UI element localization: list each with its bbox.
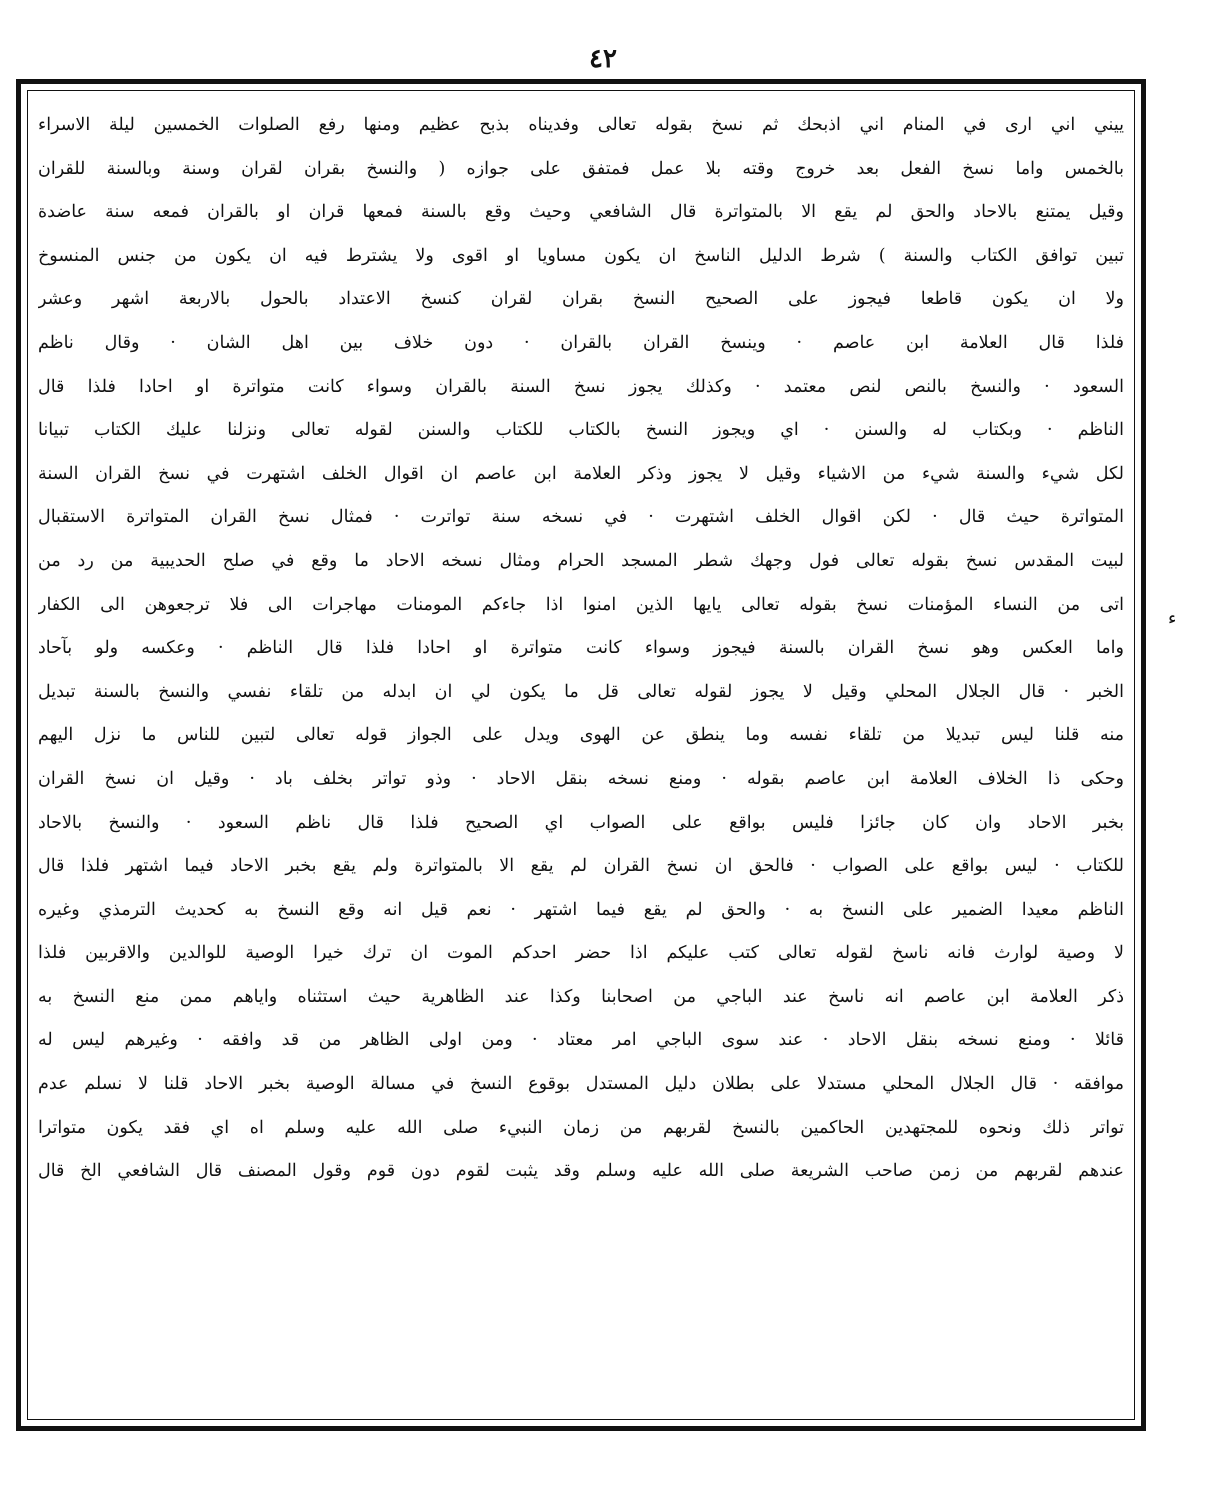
text-line: منه قلنا ليس تبديلا من تلقاء نفسه وما ينطق عن الهوى ويدل على الجواز قوله تعالى لتبين للناس ما نزل اليهم bbox=[38, 725, 1124, 746]
text-line: بالخمس واما نسخ الفعل بعد خروج وقته بلا عمل فمتفق على جوازه ( والنسخ بقران لقران وسنة وبالسنة للقران bbox=[38, 158, 1124, 179]
text-line: لبيت المقدس نسخ بقوله تعالى فول وجهك شطر المسجد الحرام ومثال نسخه الاحاد ما وقع في صلح الحديبية من رد من bbox=[38, 550, 1124, 571]
text-line: موافقه · قال الجلال المحلي مستدلا على بطلان دليل المستدل بوقوع النسخ في مسالة الوصية بخبر الاحاد قلنا لا نسلم عدم bbox=[38, 1074, 1124, 1095]
text-line: الناظم · وبكتاب له والسنن · اي ويجوز النسخ بالكتاب للكتاب والسنن لقوله تعالى ونزلنا عليك الكتاب تبيانا bbox=[38, 420, 1124, 441]
page-number: ٤٢ bbox=[589, 44, 617, 74]
text-line: ذكر العلامة ابن عاصم انه ناسخ عند الباجي من اصحابنا وكذا عند الظاهرية حيث استثناه واياهم ممن منع النسخ به bbox=[38, 986, 1124, 1007]
text-line: تواتر ذلك ونحوه للمجتهدين الحاكمين بالنسخ لقربهم من زمان النبيء صلى الله عليه وسلم اه اي فقد يكون متواترا bbox=[38, 1117, 1124, 1138]
margin-mark: ء bbox=[1168, 608, 1177, 629]
text-line: وقيل يمتنع بالاحاد والحق لم يقع الا بالمتواترة قال الشافعي وحيث وقع بالسنة فمعها قران او بالقران فمعه سنة عاضدة bbox=[38, 202, 1124, 223]
text-line: قائلا · ومنع نسخه بنقل الاحاد · عند سوى الباجي امر معتاد · ومن اولى الظاهر من قد وافقه · وغيرهم ليس له bbox=[38, 1030, 1124, 1051]
text-line: الناظم معيدا الضمير على النسخ به · والحق لم يقع فيما اشتهر · نعم قيل انه وقع النسخ به كحديث الترمذي وغيره bbox=[38, 899, 1124, 920]
text-line: الخبر · قال الجلال المحلي وقيل لا يجوز لقوله تعالى قل ما يكون لي ان ابدله من تلقاء نفسي والنسخ بالسنة تبديل bbox=[38, 681, 1124, 702]
text-line: لا وصية لوارث فانه ناسخ لقوله تعالى كتب عليكم اذا حضر احدكم الموت ان ترك خيرا الوصية للوالدين والاقربين فلذا bbox=[38, 943, 1124, 964]
text-line: بخبر الاحاد وان كان جائزا فليس بواقع على الصواب اي الصحيح فلذا قال ناظم السعود · والنسخ بالاحاد bbox=[38, 812, 1124, 833]
text-line: المتواترة حيث قال · لكن اقوال الخلف اشتهرت · في نسخه سنة تواترت · فمثال نسخ القران المتواترة الاستقبال bbox=[38, 507, 1124, 528]
text-line: السعود · والنسخ بالنص لنص معتمد · وكذلك يجوز نسخ السنة بالقران وسواء كانت متواترة او احادا فلذا قال bbox=[38, 376, 1124, 397]
text-line: لكل شيء والسنة شيء من الاشياء وقيل لا يجوز وذكر العلامة ابن عاصم ان اقوال الخلف اشتهرت في نسخ القران السنة bbox=[38, 463, 1124, 484]
text-line: تبين توافق الكتاب والسنة ) شرط الدليل الناسخ ان يكون مساويا او اقوى ولا يشترط فيه ان يكون من جنس المنسوخ bbox=[38, 245, 1124, 266]
text-line: اتى من النساء المؤمنات نسخ بقوله تعالى يايها الذين امنوا اذا جاءكم المومنات مهاجرات الى فلا ترجعوهن الى الكفار bbox=[38, 594, 1124, 615]
text-line: ييني اني ارى في المنام اني اذبحك ثم نسخ بقوله تعالى وفديناه بذبح عظيم ومنها رفع الصلوات الخمسين ليلة الاسراء bbox=[38, 115, 1124, 135]
text-line: للكتاب · ليس بواقع على الصواب · فالحق ان نسخ القران لم يقع الا بالمتواترة ولم يقع بخبر الاحاد فيما اشتهر فلذا قال bbox=[38, 856, 1124, 877]
text-line: واما العكس وهو نسخ القران بالسنة فيجوز وسواء كانت متواترة او احادا فلذا قال الناظم · وعكسه ولو بآحاد bbox=[38, 638, 1124, 659]
text-line: ولا ان يكون قاطعا فيجوز على الصحيح النسخ بقران لقران كنسخ الاعتداد بالحول بالاربعة اشهر وعشر bbox=[38, 289, 1124, 310]
text-line: وحكى ذا الخلاف العلامة ابن عاصم بقوله · ومنع نسخه بنقل الاحاد · وذو تواتر بخلف باد · وقيل ان نسخ القران bbox=[38, 768, 1124, 789]
text-line: عندهم لقربهم من زمن صاحب الشريعة صلى الله عليه وسلم وقد يثبت لقوم دون قوم وقول المصنف قال الشافعي الخ قال bbox=[38, 1161, 1124, 1182]
text-line: فلذا قال العلامة ابن عاصم · وينسخ القران بالقران · دون خلاف بين اهل الشان · وقال ناظم bbox=[38, 332, 1124, 353]
text-body bbox=[38, 104, 1124, 1414]
